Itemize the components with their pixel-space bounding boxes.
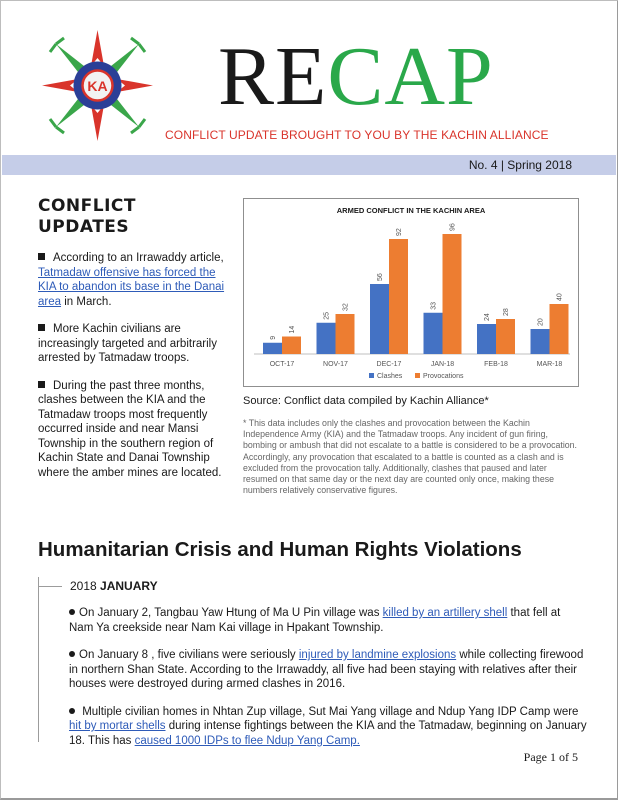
issue-label: No. 4 | Spring 2018 [468,158,572,172]
chart-legend [369,373,464,380]
bar-provocations-dec-17 [389,239,408,354]
mortar-shells-link[interactable]: hit by mortar shells [69,720,166,732]
bullet-item: According to an Irrawaddy article, Tatmadaw offensive has forced the KIA to abandon its base in the Danai area in March. [38,252,225,308]
tagline: CONFLICT UPDATE BROUGHT TO YOU BY THE KACHIN ALLIANCE [165,128,549,142]
bar-clashes-mar-18 [531,329,550,354]
x-tick-label: JAN-18 [430,361,455,368]
data-label: 96 [449,223,457,231]
data-label: 20 [537,318,545,326]
timeline-line [38,577,39,742]
armed-conflict-chart [243,198,579,387]
data-label: 33 [430,301,438,310]
tatmadaw-offensive-link[interactable]: Tatmadaw offensive has forced the KIA to abandon its base in the Danai area [38,266,225,308]
bar-provocations-oct-17 [282,337,301,355]
bar-provocations-nov-17 [336,314,355,354]
chart-svg [244,199,578,386]
bar-clashes-nov-17 [317,323,336,354]
page-number: Page 1 of 5 [523,750,578,764]
chart-source: Source: Conflict data compiled by Kachin Alliance* [243,395,489,407]
logo-letters: KA [87,78,108,94]
data-label: 24 [484,313,491,321]
data-label: 32 [342,303,350,311]
incident-list [69,606,587,761]
kachin-alliance-logo [40,28,155,143]
timeline-tick [38,586,62,587]
data-label: 56 [377,273,384,281]
square-bullet-icon [38,324,45,331]
bullet-dot-icon [69,651,75,657]
data-label: 9 [270,335,277,340]
data-label: 40 [556,293,564,301]
data-label: 28 [503,308,510,316]
data-label: 14 [289,325,296,334]
bar-clashes-dec-17 [370,284,389,354]
legend-swatch [415,373,420,378]
legend-label: Provocations [423,373,464,380]
chart-footnote: * This data includes only the clashes and provocation between the Kachin Independence Army (KIA) and the Tatmadaw troops. Any incident of gun firing, bombing or ambush that did not escalate to a battle is considered to be a provocation. Accordingly, any provocation that escalated to a battle is counted as a clash and is excluded from the provocation tally. Additionally, clashes that paused and later resumed on that same day or the next day are counted only once, making these numbers relatively conservative figures. [243,418,578,496]
title-re: RE [218,30,328,123]
masthead-title [218,32,494,122]
list-item: On January 2, Tangbau Yaw Htung of Ma U Pin village was killed by an artillery shell that fell at Nam Ya creekside near Nam Kai village in Hpakant Township. [69,607,561,634]
month-heading: 2018 JANUARY [70,579,158,593]
bar-provocations-feb-18 [496,319,515,354]
bar-clashes-feb-18 [477,324,496,354]
bar-provocations-mar-18 [550,304,569,354]
legend-swatch [369,373,374,378]
list-item: Multiple civilian homes in Nhtan Zup village, Sut Mai Yang village and Ndup Yang IDP Camp were hit by mortar shells during intense fightings between the KIA and the Tatmadaw, beginning on January 18. This has caused 1000 IDPs to flee Ndup Yang Camp. [69,705,587,747]
bullet-item: More Kachin civilians are increasingly targeted and arbitrarily arrested by Tatmadaw troops. [38,323,217,364]
x-tick-label: FEB-18 [484,361,508,368]
conflict-updates-heading: CONFLICT UPDATES [38,196,136,237]
landmine-link[interactable]: injured by landmine explosions [298,649,457,661]
bullet-item: During the past three months, clashes between the KIA and the Tatmadaw troops most frequently occurred inside and near Mansi Township in the southern region of Kachin State and Danai Township where the amber mines are located. [38,379,222,479]
issue-band [2,155,616,175]
data-label: 92 [396,228,403,236]
idps-flee-link[interactable]: caused 1000 IDPs to flee Ndup Yang Camp. [134,734,360,747]
data-label: 25 [323,311,331,320]
legend-label: Clashes [377,373,403,380]
chart-title: ARMED CONFLICT IN THE KACHIN AREA [336,206,486,215]
x-tick-label: NOV-17 [323,361,348,368]
chart-marks [263,223,569,368]
list-item: On January 8 , five civilians were seriously injured by landmine explosions while collecting firewood in northern Shan State. According to the Irrawaddy, all five had been staying with relatives after their houses were destroyed during armed clashes in 2016. [69,649,584,690]
bullet-dot-icon [69,708,75,714]
artillery-shell-link[interactable]: killed by an artillery shell [382,607,508,619]
x-tick-label: MAR-18 [536,361,563,368]
square-bullet-icon [38,253,45,260]
humanitarian-heading: Humanitarian Crisis and Human Rights Violations [38,538,522,561]
bar-provocations-jan-18 [443,234,462,354]
bar-clashes-oct-17 [263,343,282,354]
conflict-bullets [38,251,234,493]
square-bullet-icon [38,381,45,388]
title-cap: CAP [327,30,494,123]
bar-clashes-jan-18 [424,313,443,354]
bullet-dot-icon [69,609,75,615]
x-tick-label: DEC-17 [376,361,402,368]
x-tick-label: OCT-17 [269,361,295,368]
